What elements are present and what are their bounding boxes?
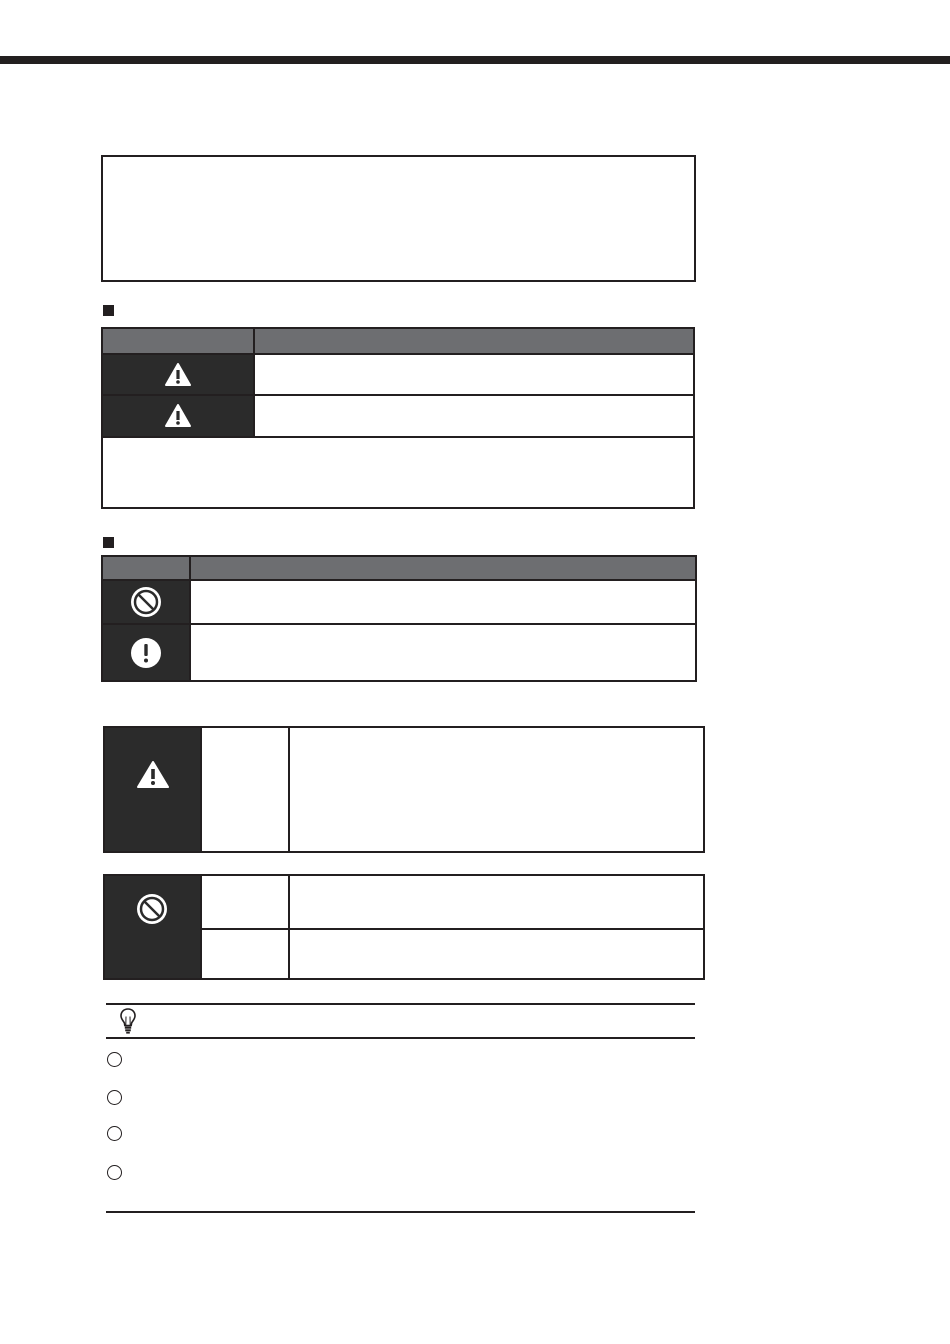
signal-row-1-icon-cell bbox=[103, 355, 253, 394]
prohibition-icon bbox=[135, 892, 169, 926]
note-bullet bbox=[107, 1052, 122, 1067]
notes-bottom-rule bbox=[106, 1211, 695, 1213]
warning-icon-cell bbox=[105, 728, 200, 851]
symbol-table bbox=[101, 555, 697, 682]
column-divider bbox=[189, 557, 191, 680]
column-divider bbox=[288, 876, 290, 978]
note-bullet bbox=[107, 1090, 122, 1105]
top-rule bbox=[0, 56, 950, 64]
divider bbox=[103, 436, 693, 438]
lightbulb-icon bbox=[119, 1007, 137, 1035]
section-bullet-signal-words bbox=[103, 305, 114, 316]
intro-text bbox=[103, 157, 694, 177]
notes-top-rule bbox=[106, 1003, 695, 1005]
column-divider bbox=[200, 728, 202, 851]
intro-box bbox=[101, 155, 696, 282]
symbol-row-1-icon-cell bbox=[103, 581, 189, 623]
column-divider bbox=[200, 876, 202, 978]
symbol-row-2-icon-cell bbox=[103, 625, 189, 680]
note-bullet bbox=[107, 1126, 122, 1141]
divider bbox=[202, 928, 703, 930]
divider bbox=[103, 579, 695, 581]
column-divider bbox=[288, 728, 290, 851]
warning-triangle-icon bbox=[136, 760, 170, 790]
warning-triangle-icon bbox=[164, 362, 192, 388]
signal-row-2-icon-cell bbox=[103, 396, 253, 436]
prohibition-block bbox=[103, 874, 705, 980]
mandatory-exclamation-icon bbox=[129, 636, 163, 670]
column-divider bbox=[253, 329, 255, 436]
prohibition-icon bbox=[129, 585, 163, 619]
note-bullet bbox=[107, 1165, 122, 1180]
warning-block bbox=[103, 726, 705, 853]
warning-triangle-icon bbox=[164, 403, 192, 429]
section-bullet-symbols bbox=[103, 537, 114, 548]
notes-header-rule bbox=[106, 1037, 695, 1039]
table-header bbox=[103, 329, 693, 353]
prohibition-icon-cell bbox=[105, 876, 200, 978]
table-header bbox=[103, 557, 695, 579]
divider bbox=[103, 623, 695, 625]
signal-word-table bbox=[101, 327, 695, 509]
